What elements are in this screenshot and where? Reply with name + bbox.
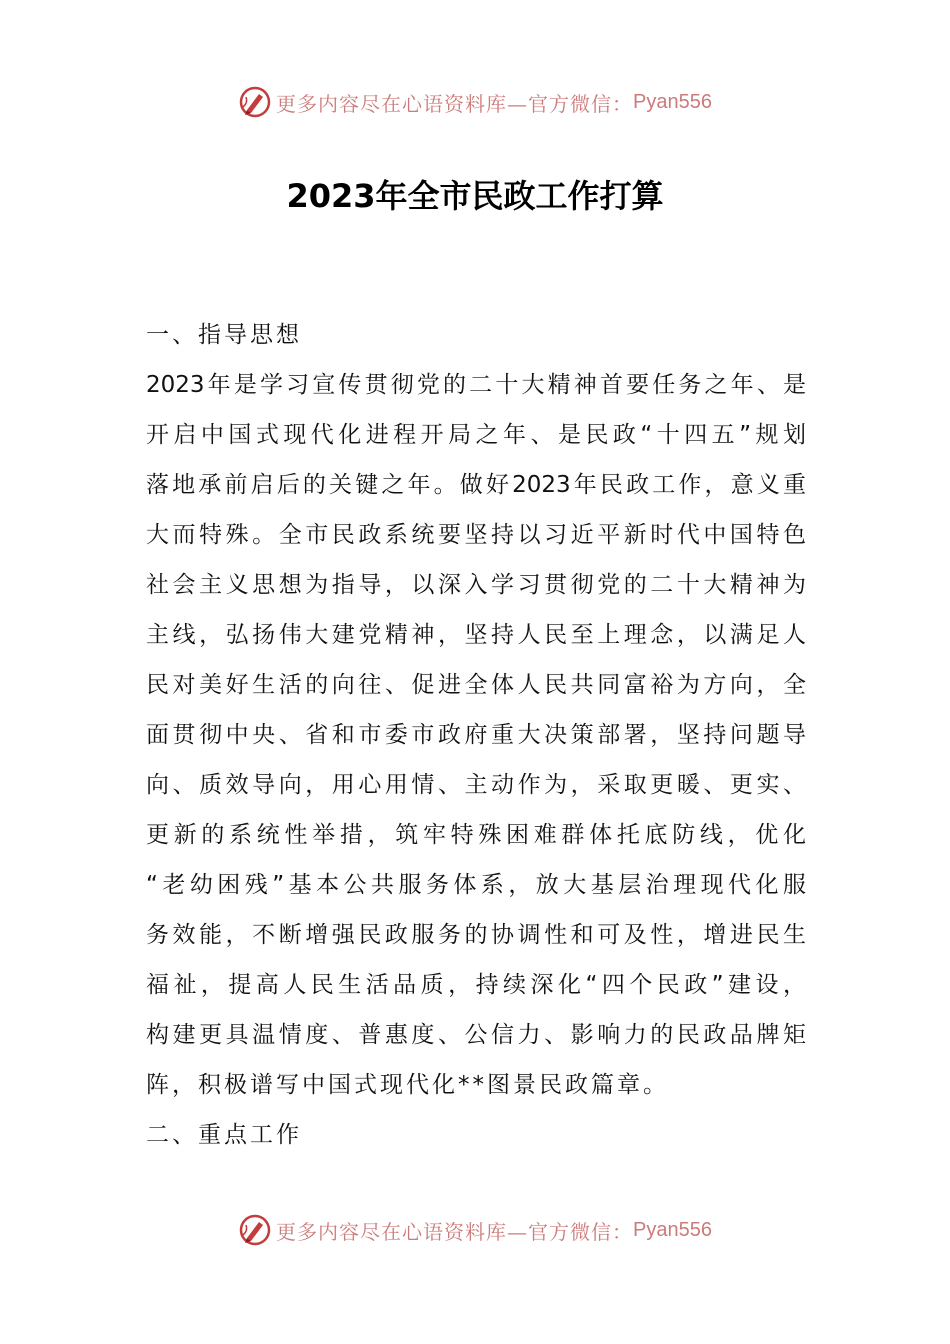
paragraph-line: 大而特殊。全市民政系统要坚持以习近平新时代中国特色 <box>146 522 806 548</box>
document-body <box>146 310 806 1160</box>
paragraph-line: 开启中国式现代化进程开局之年、是民政“十四五”规划 <box>146 422 806 448</box>
document-title: 2023年全市民政工作打算 <box>286 177 664 215</box>
paragraph-line: 落地承前启后的关键之年。做好2023年民政工作，意义重 <box>146 472 806 498</box>
paragraph-line: 务效能，不断增强民政服务的协调性和可及性，增进民生 <box>146 922 806 948</box>
watermark-text: 更多内容尽在心语资料库—官方微信： <box>276 1219 634 1244</box>
paragraph-line: 民对美好生活的向往、促进全体人民共同富裕为方向，全 <box>146 672 806 698</box>
section-heading-guiding-ideology: 一、指导思想 <box>146 322 302 348</box>
watermark-text: 更多内容尽在心语资料库—官方微信： <box>276 91 634 116</box>
pen-logo-icon <box>238 1213 272 1247</box>
paragraph-line: 2023年是学习宣传贯彻党的二十大精神首要任务之年、是 <box>146 372 806 398</box>
watermark-wechat-id: Pyan556 <box>633 90 712 113</box>
watermark-header <box>0 82 950 122</box>
watermark-footer <box>0 1210 950 1250</box>
watermark-wechat-id: Pyan556 <box>633 1218 712 1241</box>
paragraph-line: 更新的系统性举措，筑牢特殊困难群体托底防线，优化 <box>146 822 806 848</box>
pen-logo-icon <box>238 85 272 119</box>
paragraph-line: 阵，积极谱写中国式现代化**图景民政篇章。 <box>146 1072 669 1098</box>
paragraph-line: 向、质效导向，用心用情、主动作为，采取更暖、更实、 <box>146 772 806 798</box>
paragraph-line: 主线，弘扬伟大建党精神，坚持人民至上理念，以满足人 <box>146 622 806 648</box>
paragraph-guiding-ideology <box>146 360 806 1110</box>
paragraph-line: 构建更具温情度、普惠度、公信力、影响力的民政品牌矩 <box>146 1022 806 1048</box>
paragraph-line: 社会主义思想为指导，以深入学习贯彻党的二十大精神为 <box>146 572 806 598</box>
section-heading-key-work: 二、重点工作 <box>146 1122 302 1148</box>
paragraph-line: “老幼困残”基本公共服务体系，放大基层治理现代化服 <box>146 872 806 898</box>
paragraph-line: 面贯彻中央、省和市委市政府重大决策部署，坚持问题导 <box>146 722 806 748</box>
paragraph-line: 福祉，提高人民生活品质，持续深化“四个民政”建设， <box>146 972 806 998</box>
